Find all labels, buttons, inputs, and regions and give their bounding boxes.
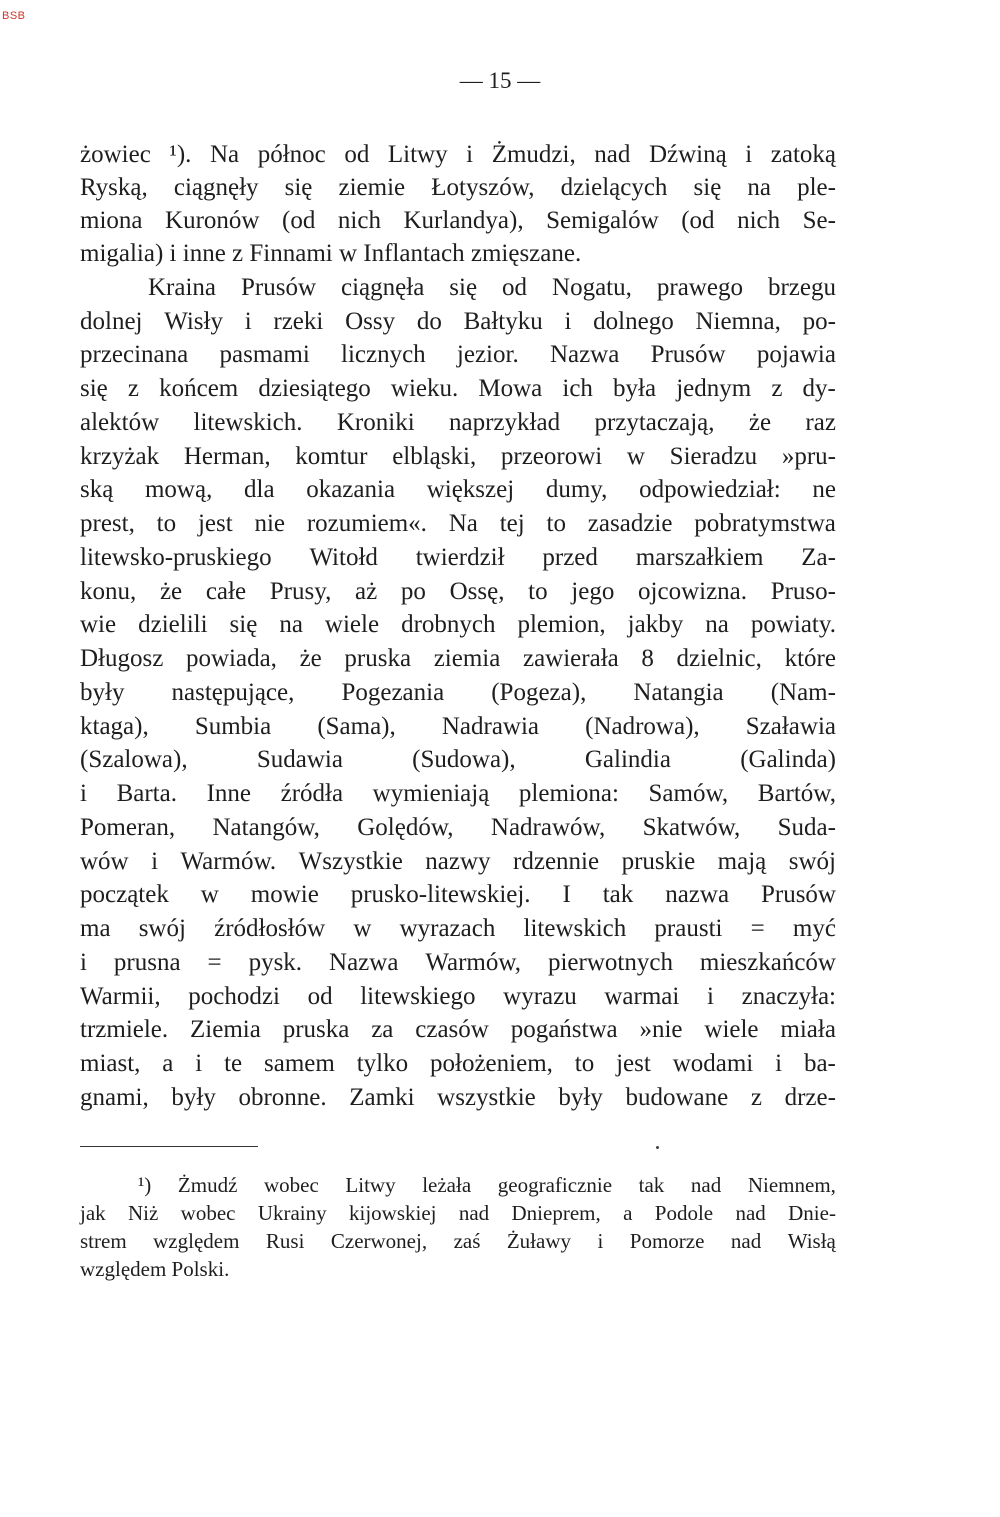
body-line: początek w mowie prusko-litewskiej. I tak nazwa Prusów bbox=[80, 881, 836, 908]
footnote-line: ¹) Żmudź wobec Litwy leżała geograficznie tak nad Niemnem, bbox=[138, 1173, 836, 1197]
body-line: Warmii, pochodzi od litewskiego wyrazu warmai i znaczyła: bbox=[80, 983, 836, 1010]
body-line: i prusna = pysk. Nazwa Warmów, pierwotnych mieszkańców bbox=[80, 949, 836, 976]
body-line: konu, że całe Prusy, aż po Ossę, to jego ojcowizna. Pruso- bbox=[80, 578, 836, 605]
body-line: miona Kuronów (od nich Kurlandya), Semigalów (od nich Se- bbox=[80, 207, 836, 234]
footnote-line: strem względem Rusi Czerwonej, zaś Żuławy i Pomorze nad Wisłą bbox=[80, 1229, 836, 1253]
body-line: prest, to jest nie rozumiem«. Na tej to zasadzie pobratymstwa bbox=[80, 510, 836, 537]
body-line: wie dzielili się na wiele drobnych plemion, jakby na powiaty. bbox=[80, 611, 836, 638]
body-line: miast, a i te samem tylko położeniem, to jest wodami i ba- bbox=[80, 1050, 836, 1077]
footnote-separator bbox=[80, 1146, 258, 1147]
footnote-line: względem Polski. bbox=[80, 1257, 230, 1281]
body-line: wów i Warmów. Wszystkie nazwy rdzennie pruskie mają swój bbox=[80, 848, 836, 875]
body-line: krzyżak Herman, komtur elbląski, przeorowi w Sieradzu »pru- bbox=[80, 443, 836, 470]
watermark: BSB bbox=[2, 10, 26, 22]
body-line: ktaga), Sumbia (Sama), Nadrawia (Nadrowa), Szaławia bbox=[80, 713, 836, 740]
body-line: ską mową, dla okazania większej dumy, odpowiedział: ne bbox=[80, 476, 836, 503]
body-line: i Barta. Inne źródła wymieniają plemiona: Samów, Bartów, bbox=[80, 780, 836, 807]
body-line: Kraina Prusów ciągnęła się od Nogatu, prawego brzegu bbox=[148, 274, 836, 301]
body-line: przecinana pasmami licznych jezior. Nazwa Prusów pojawia bbox=[80, 341, 836, 368]
body-line: trzmiele. Ziemia pruska za czasów pogaństwa »nie wiele miała bbox=[80, 1016, 836, 1043]
body-line: migalia) i inne z Finnami w Inflantach zmięszane. bbox=[80, 240, 582, 267]
body-line: Ryską, ciągnęły się ziemie Łotyszów, dzielących się na ple- bbox=[80, 174, 836, 201]
body-line: dolnej Wisły i rzeki Ossy do Bałtyku i dolnego Niemna, po- bbox=[80, 308, 836, 335]
body-line: Pomeran, Natangów, Golędów, Nadrawów, Skatwów, Suda- bbox=[80, 814, 836, 841]
speck bbox=[656, 1146, 659, 1149]
body-line: litewsko-pruskiego Witołd twierdził przed marszałkiem Za- bbox=[80, 544, 836, 571]
body-line: się z końcem dziesiątego wieku. Mowa ich była jednym z dy- bbox=[80, 375, 836, 402]
body-line: Długosz powiada, że pruska ziemia zawierała 8 dzielnic, które bbox=[80, 645, 836, 672]
footnote-line: jak Niż wobec Ukrainy kijowskiej nad Dnieprem, a Podole nad Dnie- bbox=[80, 1201, 836, 1225]
page-number: — 15 — bbox=[459, 68, 541, 93]
body-line: ma swój źródłosłów w wyrazach litewskich prausti = myć bbox=[80, 915, 836, 942]
body-line: żowiec ¹). Na północ od Litwy i Żmudzi, nad Dźwiną i zatoką bbox=[80, 141, 836, 168]
body-line: gnami, były obronne. Zamki wszystkie były budowane z drze- bbox=[80, 1084, 836, 1111]
body-line: były następujące, Pogezania (Pogeza), Natangia (Nam- bbox=[80, 679, 836, 706]
body-line: (Szalowa), Sudawia (Sudowa), Galindia (Galinda) bbox=[80, 746, 836, 773]
body-line: alektów litewskich. Kroniki naprzykład przytaczają, że raz bbox=[80, 409, 836, 436]
